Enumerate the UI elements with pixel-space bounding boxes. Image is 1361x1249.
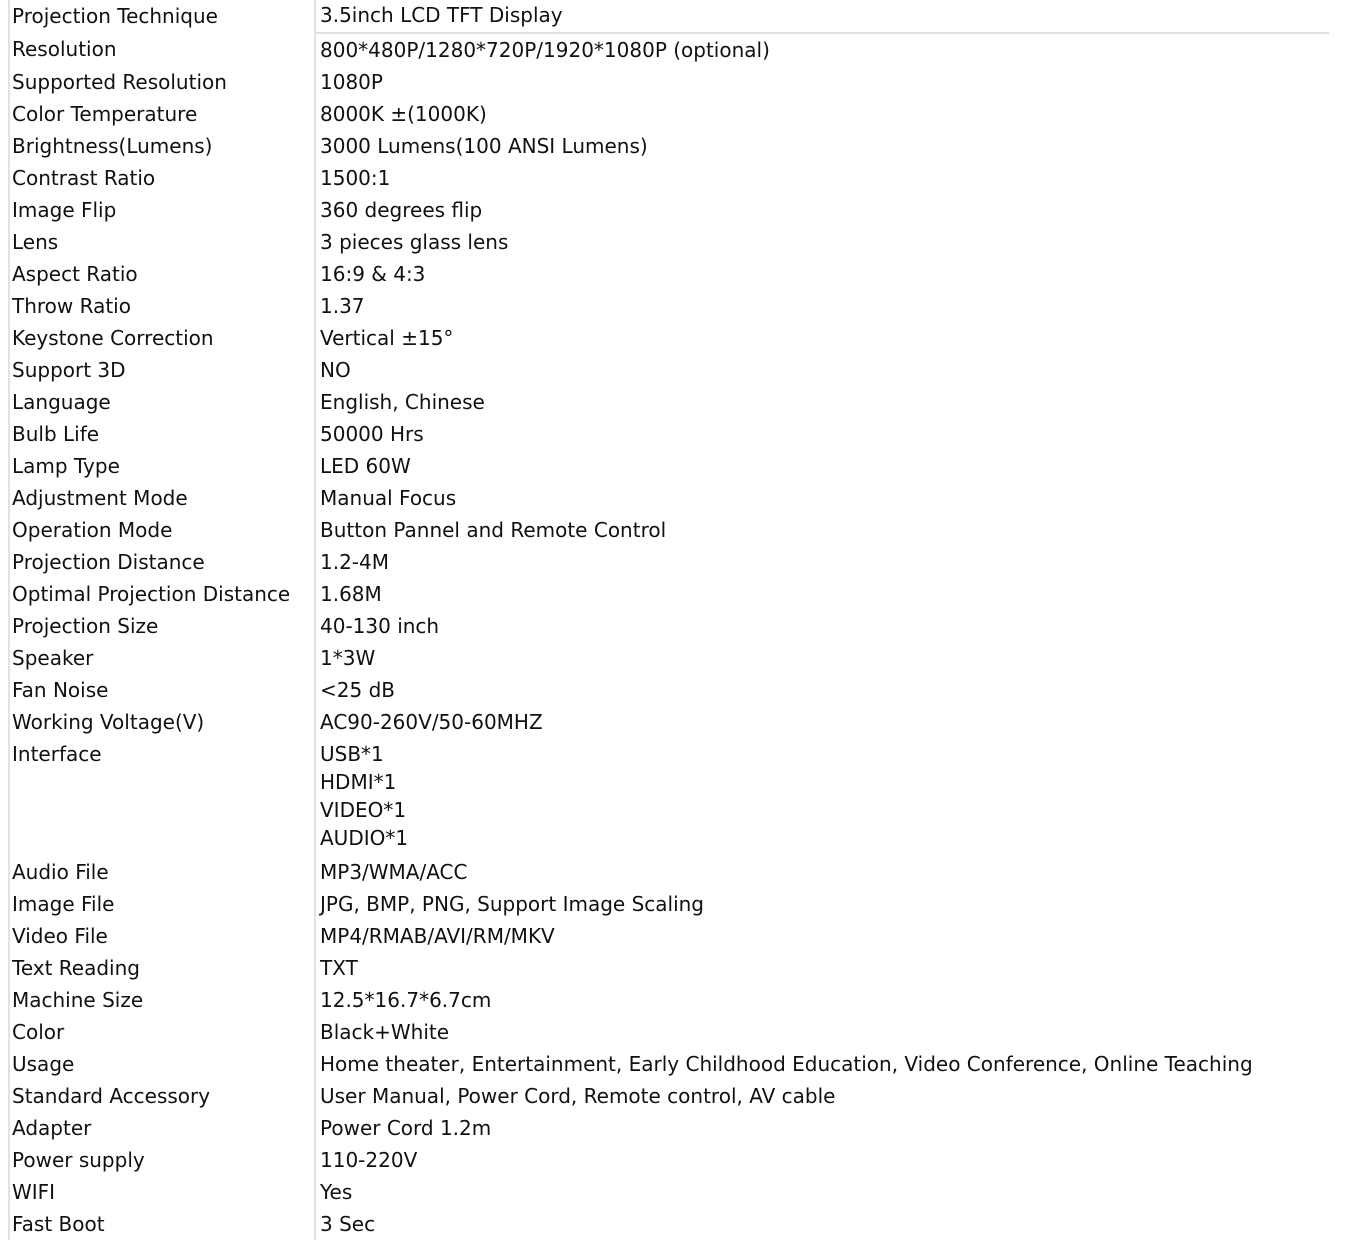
spec-row	[9, 1144, 1329, 1176]
spec-label: Bulb Life	[9, 418, 315, 450]
spec-row	[9, 450, 1329, 482]
spec-label: Adjustment Mode	[9, 482, 315, 514]
spec-label: Color Temperature	[9, 98, 315, 130]
spec-value: 8000K ±(1000K)	[320, 102, 487, 126]
spec-row	[9, 642, 1329, 674]
spec-label: Standard Accessory	[9, 1080, 315, 1112]
spec-row	[9, 322, 1329, 354]
spec-row	[9, 920, 1329, 952]
spec-table	[8, 0, 1329, 1240]
spec-label: Supported Resolution	[9, 66, 315, 98]
spec-row	[9, 514, 1329, 546]
spec-row	[9, 888, 1329, 920]
spec-label: Projection Size	[9, 610, 315, 642]
spec-value: 50000 Hrs	[320, 422, 424, 446]
spec-value: MP3/WMA/ACC	[320, 860, 468, 884]
spec-value: 12.5*16.7*6.7cm	[320, 988, 492, 1012]
spec-label: Lens	[9, 226, 315, 258]
spec-row	[9, 162, 1329, 194]
spec-row	[9, 578, 1329, 610]
spec-label: Image Flip	[9, 194, 315, 226]
spec-row	[9, 66, 1329, 98]
spec-row	[9, 1176, 1329, 1208]
spec-row	[9, 674, 1329, 706]
spec-value: Home theater, Entertainment, Early Childhood Education, Video Conference, Online Teaching	[320, 1052, 1253, 1076]
spec-label: Throw Ratio	[9, 290, 315, 322]
spec-row	[9, 194, 1329, 226]
spec-value: 1*3W	[320, 646, 376, 670]
spec-row	[9, 1112, 1329, 1144]
spec-label: Resolution	[9, 33, 315, 66]
spec-value: Yes	[320, 1180, 353, 1204]
spec-value: 800*480P/1280*720P/1920*1080P (optional)	[320, 38, 770, 62]
spec-value-line: HDMI*1	[320, 770, 397, 794]
spec-value: MP4/RMAB/AVI/RM/MKV	[320, 924, 555, 948]
spec-label: Image File	[9, 888, 315, 920]
spec-value: 1080P	[320, 70, 383, 94]
spec-row	[9, 1080, 1329, 1112]
spec-label: Operation Mode	[9, 514, 315, 546]
spec-value: Black+White	[320, 1020, 450, 1044]
spec-row	[9, 258, 1329, 290]
spec-label: WIFI	[9, 1176, 315, 1208]
spec-row	[9, 33, 1329, 66]
spec-label: Text Reading	[9, 952, 315, 984]
spec-value: 110-220V	[320, 1148, 418, 1172]
spec-value: Power Cord 1.2m	[320, 1116, 492, 1140]
spec-label: Usage	[9, 1048, 315, 1080]
spec-value	[315, 738, 1329, 856]
spec-value: 3 Sec	[320, 1212, 376, 1236]
spec-label: Fan Noise	[9, 674, 315, 706]
spec-value: 16:9 & 4:3	[320, 262, 426, 286]
spec-row	[9, 1208, 1329, 1240]
spec-label: Projection Distance	[9, 546, 315, 578]
spec-row	[9, 546, 1329, 578]
spec-value: 1500:1	[320, 166, 391, 190]
spec-label: Optimal Projection Distance	[9, 578, 315, 610]
spec-label: Support 3D	[9, 354, 315, 386]
spec-label: Machine Size	[9, 984, 315, 1016]
spec-value-line: AUDIO*1	[320, 826, 409, 850]
spec-row	[9, 706, 1329, 738]
spec-row	[9, 98, 1329, 130]
spec-value: User Manual, Power Cord, Remote control, AV cable	[320, 1084, 836, 1108]
spec-value: English, Chinese	[320, 390, 485, 414]
spec-label: Audio File	[9, 856, 315, 888]
spec-label: Lamp Type	[9, 450, 315, 482]
spec-value: LED 60W	[320, 454, 411, 478]
spec-value: 1.2-4M	[320, 550, 390, 574]
spec-value: 3000 Lumens(100 ANSI Lumens)	[320, 134, 648, 158]
spec-row	[9, 610, 1329, 642]
spec-row	[9, 856, 1329, 888]
spec-label: Brightness(Lumens)	[9, 130, 315, 162]
spec-row	[9, 354, 1329, 386]
spec-row	[9, 1048, 1329, 1080]
spec-label: Language	[9, 386, 315, 418]
spec-label: Aspect Ratio	[9, 258, 315, 290]
spec-value: 1.37	[320, 294, 365, 318]
spec-row	[9, 1016, 1329, 1048]
spec-row	[9, 952, 1329, 984]
spec-label: Color	[9, 1016, 315, 1048]
spec-row	[9, 738, 1329, 856]
spec-label: Video File	[9, 920, 315, 952]
spec-row	[9, 0, 1329, 33]
spec-value: NO	[320, 358, 351, 382]
spec-row	[9, 984, 1329, 1016]
spec-value: 40-130 inch	[320, 614, 440, 638]
spec-label: Adapter	[9, 1112, 315, 1144]
spec-label: Working Voltage(V)	[9, 706, 315, 738]
spec-label: Interface	[9, 738, 315, 856]
spec-row	[9, 290, 1329, 322]
spec-label: Projection Technique	[9, 0, 315, 33]
spec-value-line: VIDEO*1	[320, 798, 407, 822]
spec-row	[9, 226, 1329, 258]
spec-value: 360 degrees flip	[320, 198, 483, 222]
spec-value: Button Pannel and Remote Control	[320, 518, 667, 542]
spec-row	[9, 130, 1329, 162]
spec-value: 3 pieces glass lens	[320, 230, 509, 254]
spec-value: JPG, BMP, PNG, Support Image Scaling	[320, 892, 705, 916]
spec-value: 1.68M	[320, 582, 382, 606]
spec-label: Power supply	[9, 1144, 315, 1176]
spec-label: Fast Boot	[9, 1208, 315, 1240]
spec-value: TXT	[320, 956, 358, 980]
spec-value: AC90-260V/50-60MHZ	[320, 710, 543, 734]
spec-value: Vertical ±15°	[320, 326, 454, 350]
spec-row	[9, 386, 1329, 418]
spec-value-line: USB*1	[320, 742, 384, 766]
spec-row	[9, 482, 1329, 514]
spec-row	[9, 418, 1329, 450]
spec-label: Contrast Ratio	[9, 162, 315, 194]
spec-label: Speaker	[9, 642, 315, 674]
spec-value: <25 dB	[320, 678, 395, 702]
spec-value: Manual Focus	[320, 486, 457, 510]
spec-label: Keystone Correction	[9, 322, 315, 354]
spec-value: 3.5inch LCD TFT Display	[315, 0, 1329, 33]
